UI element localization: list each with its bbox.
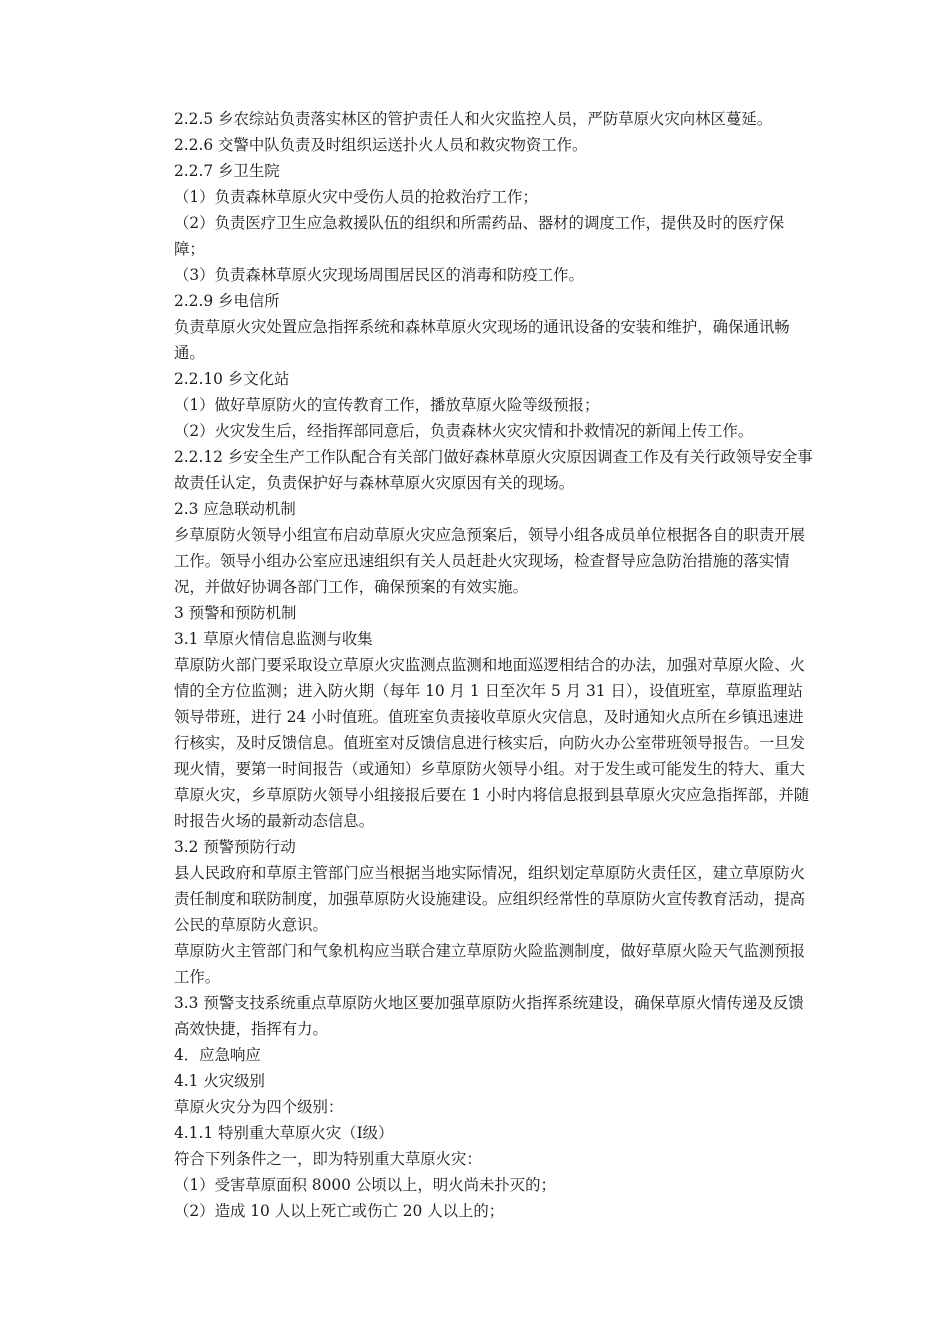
paragraph-2-2-5: 2.2.5 乡农综站负责落实林区的管护责任人和火灾监控人员，严防草原火灾向林区蔓延。 (174, 110, 773, 128)
list-item: （2）火灾发生后，经指挥部同意后，负责森林火灾灾情和扑救情况的新闻上传工作。 (174, 422, 754, 440)
paragraph: 草原火灾分为四个级别： (174, 1098, 344, 1116)
document-body (174, 106, 814, 1224)
paragraph: 乡草原防火领导小组宣布启动草原火灾应急预案后，领导小组各成员单位根据各自的职责开展工作。领导小组办公室应迅速组织有关人员赶赴火灾现场，检查督导应急防治措施的落实情况，并做好协调各部门工作，确保预案的有效实施。 (174, 526, 806, 596)
list-item: （1）做好草原防火的宣传教育工作，播放草原火险等级预报； (174, 396, 600, 414)
list-item: （3）负责森林草原火灾现场周围居民区的消毒和防疫工作。 (174, 266, 584, 284)
paragraph: 县人民政府和草原主管部门应当根据当地实际情况，组织划定草原防火责任区，建立草原防火责任制度和联防制度，加强草原防火设施建设。应组织经常性的草原防火宣传教育活动，提高公民的草原防火意识。 (174, 864, 806, 934)
heading-2-2-10: 2.2.10 乡文化站 (174, 370, 290, 388)
heading-2-3: 2.3 应急联动机制 (174, 500, 296, 518)
paragraph-3-3: 3.3 预警支技系统重点草原防火地区要加强草原防火指挥系统建设，确保草原火情传递及反馈高效快捷，指挥有力。 (174, 994, 804, 1038)
list-item: （1）受害草原面积 8000 公顷以上，明火尚未扑灭的； (174, 1176, 556, 1194)
paragraph-2-2-12: 2.2.12 乡安全生产工作队配合有关部门做好森林草原火灾原因调查工作及有关行政领导安全事故责任认定，负责保护好与森林草原火灾原因有关的现场。 (174, 448, 813, 492)
paragraph: 负责草原火灾处置应急指挥系统和森林草原火灾现场的通讯设备的安装和维护，确保通讯畅通。 (174, 318, 790, 362)
heading-2-2-9: 2.2.9 乡电信所 (174, 292, 280, 310)
paragraph: 草原防火主管部门和气象机构应当联合建立草原防火险监测制度，做好草原火险天气监测预报工作。 (174, 942, 806, 986)
heading-4: 4．应急响应 (174, 1046, 261, 1064)
heading-3-2: 3.2 预警预防行动 (174, 838, 296, 856)
list-item: （2）造成 10 人以上死亡或伤亡 20 人以上的； (174, 1202, 505, 1220)
paragraph: 草原防火部门要采取设立草原火灾监测点监测和地面巡逻相结合的办法，加强对草原火险、火情的全方位监测；进入防火期（每年 10 月 1 日至次年 5 月 31 日），设值班室，草原监理站领导带班，进行 24 小时值班。值班室负责接收草原火灾信息，及时通知火点所在乡镇迅速进行核实，及时反馈信息。值班室对反馈信息进行核实后，向防火办公室带班领导报告。一旦发现火情，要第一时间报告（或通知）乡草原防火领导小组。对于发生或可能发生的特大、重大草原火灾，乡草原防火领导小组接报后要在 1 小时内将信息报到县草原火灾应急指挥部，并随时报告火场的最新动态信息。 (174, 656, 810, 830)
list-item: （1）负责森林草原火灾中受伤人员的抢救治疗工作； (174, 188, 538, 206)
paragraph-2-2-6: 2.2.6 交警中队负责及时组织运送扑火人员和救灾物资工作。 (174, 136, 588, 154)
heading-4-1: 4.1 火灾级别 (174, 1072, 265, 1090)
heading-4-1-1: 4.1.1 特别重大草原火灾（Ⅰ级） (174, 1124, 394, 1142)
heading-2-2-7: 2.2.7 乡卫生院 (174, 162, 280, 180)
list-item: （2）负责医疗卫生应急救援队伍的组织和所需药品、器材的调度工作，提供及时的医疗保障； (174, 214, 785, 258)
paragraph: 符合下列条件之一，即为特别重大草原火灾： (174, 1150, 482, 1168)
heading-3-1: 3.1 草原火情信息监测与收集 (174, 630, 373, 648)
heading-3: 3 预警和预防机制 (174, 604, 297, 622)
